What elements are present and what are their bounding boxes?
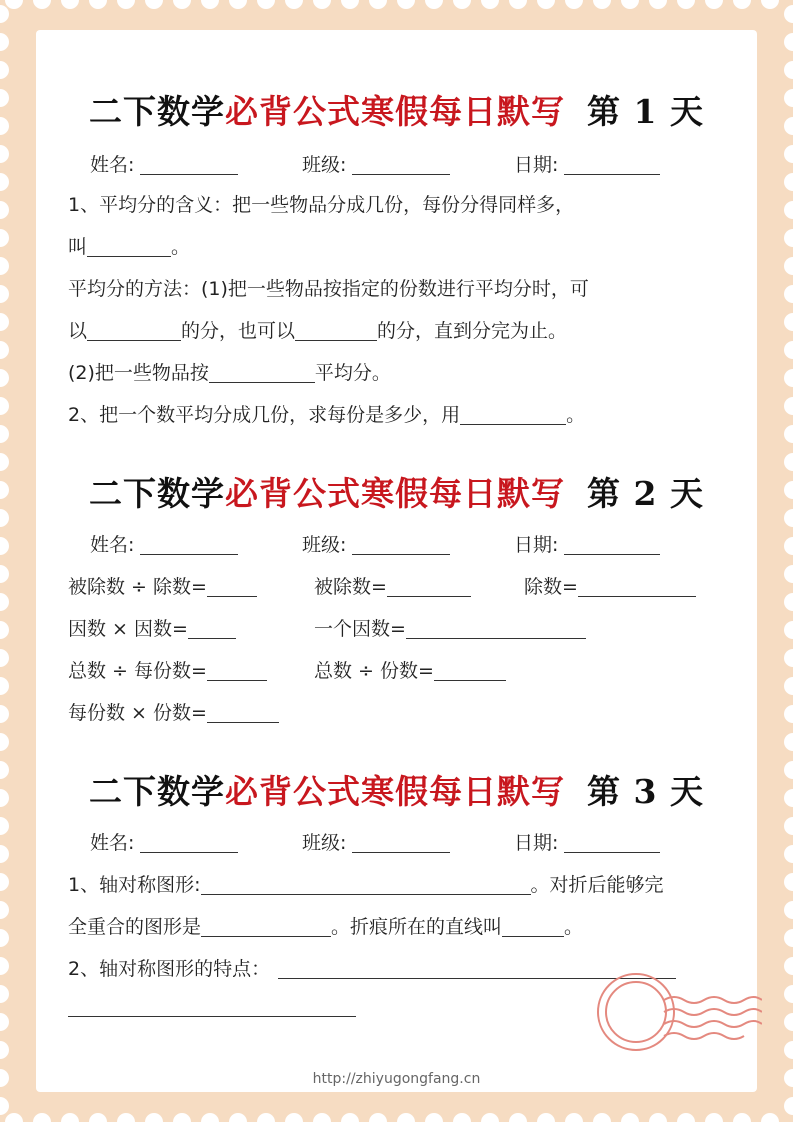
day3-line2 — [68, 912, 583, 939]
day2-title-red: 必背公式寒假每日默写 — [225, 474, 566, 513]
text: 的分，也可以 — [181, 320, 296, 342]
answer-blank[interactable] — [207, 662, 267, 681]
text: 总数 ÷ 份数= — [314, 660, 434, 682]
answer-blank[interactable] — [201, 918, 331, 937]
text: 2、把一个数平均分成几份，求每份是多少，用 — [68, 404, 461, 426]
class-blank[interactable] — [352, 536, 450, 555]
name-label: 姓名: — [90, 534, 135, 556]
text: 每份数 × 份数= — [68, 702, 207, 724]
answer-blank[interactable] — [295, 322, 377, 341]
day1-line4 — [68, 316, 567, 343]
day1-line6 — [68, 400, 585, 427]
formula-one-factor — [314, 614, 586, 641]
name-label: 姓名: — [90, 154, 135, 176]
answer-blank[interactable] — [578, 578, 696, 597]
day1-line3 — [68, 274, 589, 301]
class-label: 班级: — [302, 832, 347, 854]
answer-blank[interactable] — [434, 662, 506, 681]
text: 。 — [564, 916, 584, 938]
formula-factor-times-factor — [68, 614, 236, 641]
text: 的分，直到分完为止。 — [377, 320, 568, 342]
name-blank[interactable] — [140, 536, 238, 555]
formula-dividend-div-divisor — [68, 572, 257, 599]
text: 一个因数= — [314, 618, 406, 640]
date-blank[interactable] — [564, 536, 660, 555]
formula-dividend — [314, 572, 471, 599]
formula-total-div-parts — [314, 656, 506, 683]
answer-blank[interactable] — [460, 406, 566, 425]
day2-name-field[interactable] — [90, 530, 238, 557]
footer-url: http://zhiyugongfang.cn — [312, 1071, 481, 1087]
text: 因数 × 因数= — [68, 618, 188, 640]
formula-total-div-each — [68, 656, 267, 683]
name-label: 姓名: — [90, 832, 135, 854]
answer-blank[interactable] — [68, 998, 356, 1017]
class-blank[interactable] — [352, 834, 450, 853]
day3-class-field[interactable] — [302, 828, 450, 855]
text: 平均分。 — [314, 362, 391, 384]
answer-blank[interactable] — [188, 620, 236, 639]
day1-title-black: 二下数学 — [89, 92, 226, 131]
formula-divisor — [524, 572, 696, 599]
answer-blank[interactable] — [207, 578, 257, 597]
day3-title-black: 二下数学 — [89, 772, 226, 811]
class-blank[interactable] — [352, 156, 450, 175]
text: 。 — [566, 404, 586, 426]
text: 。 — [171, 236, 191, 258]
date-label: 日期: — [514, 154, 559, 176]
day1-title-red: 必背公式寒假每日默写 — [225, 92, 566, 131]
day3-line4 — [68, 996, 356, 1018]
text: 2、轴对称图形的特点： — [68, 958, 271, 980]
day3-date-field[interactable] — [514, 828, 660, 855]
formula-each-times-parts — [68, 698, 279, 725]
date-label: 日期: — [514, 832, 559, 854]
day1-line2 — [68, 232, 190, 259]
date-blank[interactable] — [564, 156, 660, 175]
day1-name-field[interactable] — [90, 150, 238, 177]
text: 平均分的方法：(1)把一些物品按指定的份数进行平均分时，可 — [68, 278, 589, 300]
day3-label: 第 3 天 — [587, 772, 704, 811]
day2-label: 第 2 天 — [587, 474, 704, 513]
day3-line1 — [68, 870, 664, 897]
postmark-stamp-icon — [592, 960, 762, 1060]
day3-title-red: 必背公式寒假每日默写 — [225, 772, 566, 811]
day2-title — [0, 468, 793, 515]
text: 被除数 ÷ 除数= — [68, 576, 207, 598]
day1-date-field[interactable] — [514, 150, 660, 177]
day1-line1 — [68, 190, 574, 217]
day1-line5 — [68, 358, 391, 385]
text: 以 — [68, 320, 88, 342]
text: 1、平均分的含义：把一些物品分成几份，每份分得同样多， — [68, 194, 575, 216]
name-blank[interactable] — [140, 834, 238, 853]
day1-title — [0, 86, 793, 133]
text: (2)把一些物品按 — [68, 362, 209, 384]
day1-label: 第 1 天 — [587, 92, 704, 131]
day3-name-field[interactable] — [90, 828, 238, 855]
text: 叫 — [68, 236, 88, 258]
text: 。折痕所在的直线叫 — [331, 916, 503, 938]
class-label: 班级: — [302, 534, 347, 556]
day3-title — [0, 766, 793, 813]
day2-title-black: 二下数学 — [89, 474, 226, 513]
day2-class-field[interactable] — [302, 530, 450, 557]
answer-blank[interactable] — [87, 238, 171, 257]
day3-line3 — [68, 954, 676, 981]
text: 1、轴对称图形: — [68, 874, 201, 896]
day1-class-field[interactable] — [302, 150, 450, 177]
text: 。对折后能够完 — [530, 874, 664, 896]
answer-blank[interactable] — [387, 578, 471, 597]
name-blank[interactable] — [140, 156, 238, 175]
date-blank[interactable] — [564, 834, 660, 853]
date-label: 日期: — [514, 534, 559, 556]
day2-date-field[interactable] — [514, 530, 660, 557]
answer-blank[interactable] — [207, 704, 279, 723]
text: 全重合的图形是 — [68, 916, 202, 938]
text: 被除数= — [314, 576, 387, 598]
answer-blank[interactable] — [502, 918, 564, 937]
answer-blank[interactable] — [209, 364, 315, 383]
text: 总数 ÷ 每份数= — [68, 660, 207, 682]
class-label: 班级: — [302, 154, 347, 176]
text: 除数= — [524, 576, 578, 598]
answer-blank[interactable] — [201, 876, 531, 895]
answer-blank[interactable] — [406, 620, 586, 639]
answer-blank[interactable] — [87, 322, 181, 341]
